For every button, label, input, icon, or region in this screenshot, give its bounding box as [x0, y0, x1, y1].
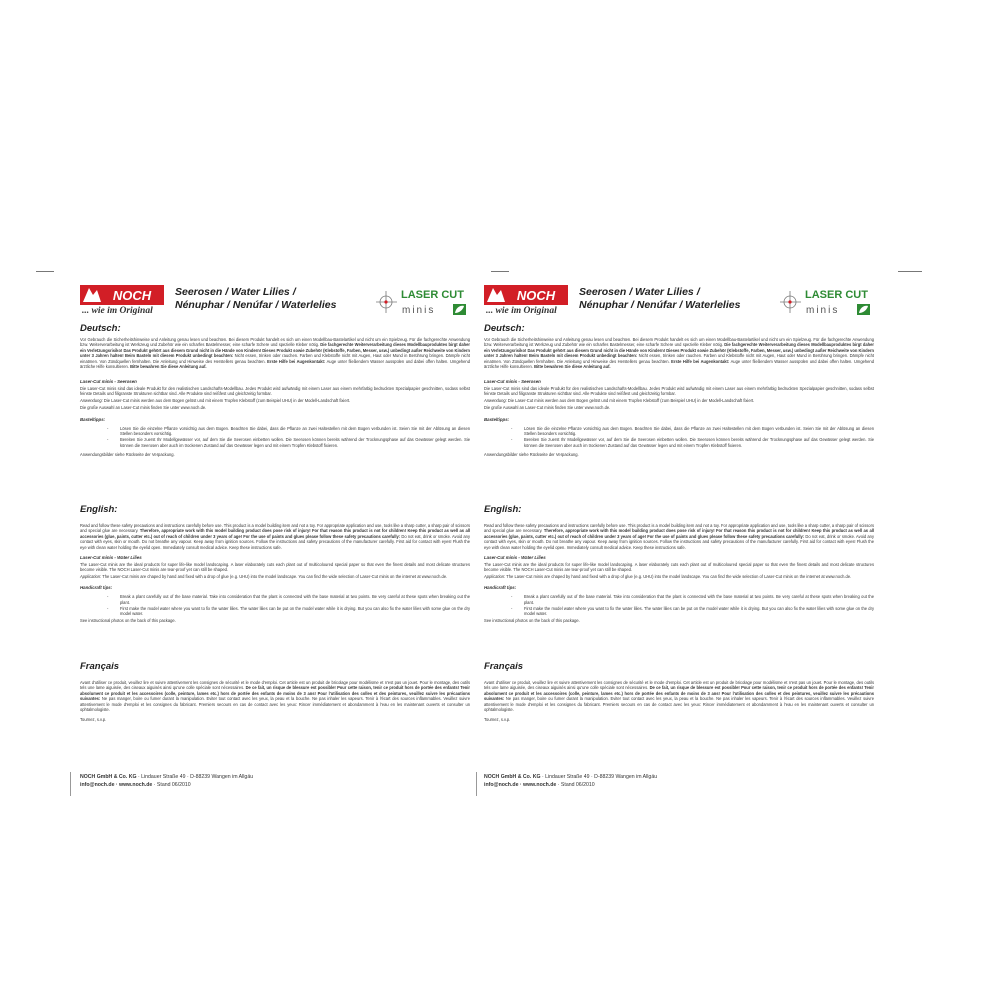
- company-contact: info@noch.de · www.noch.de · Stand 06/2010: [484, 782, 595, 788]
- safety-text-deutsch: Vor Gebrauch die Sicherheitshinweise und Anleitung genau lesen und beachten. Bei diesem Produkt handelt es sich um einen Modellbau-Bastelartikel und nicht um ein Spielzeug. Für die fachgerechte Anwendung bzw. Weiterverarbeitung ist Werkzeug und Zubehör wie ein scharfes Bastelmesser, eine scharfe Schere und spezielle Kleber nötig. Die fachgerechte Weiterverarbeitung dieses Modellbauproduktes birgt daher ein Verletzungsrisiko! Das Produkt gehört aus diesem Grund nicht in die Hände von Kindern! Dieses Produkt sowie Zubehör (Klebstoffe, Farben, Messer, usw.) unbedingt außer Reichweite von Kindern unter 3 Jahren halten! Beim Basteln mit diesem Produkt unbedingt beachten: Nicht essen, trinken oder rauchen. Farben und Klebstoffe nicht mit Augen, Haut oder Mund in Berührung bringen. Dämpfe nicht einatmen. Von Zündquellen fernhalten. Die Anleitung und Hinweise des Herstellers genau beachten. Erste Hilfe bei Augenkontakt: Auge unter fließendem Wasser ausspülen und dabei offen halten. Umgehend ärztliche Hilfe konsultieren. Bitte bewahren Sie diese Anleitung auf.: [80, 337, 471, 370]
- tip-1-deutsch: - Lösen Sie die einzelne Pflanze vorsichtig aus dem Bogen. Beachten Sie dabei, dass die Pflanze an zwei Haltestellen mit dem Bogen verbunden ist. Seien Sie mit der Ablösung an diesen Stellen besonders vorsichtig.: [107, 425, 470, 436]
- note-deutsch: Anwendungsbilder siehe Rückseite der Verpackung.: [80, 452, 175, 458]
- company-address: NOCH GmbH & Co. KG · Lindauer Straße 49 · D-88239 Wangen im Allgäu: [484, 774, 658, 780]
- tip-2-deutsch: - Bereiten Sie zuerst Ihr Modellgewässer vor, auf dem Sie die Seerosen einbetten wollen. Die Seerosen können bereits während der Trocknungsphase auf das Gewässer gelegt werden. Sie können die Seerosen aber auch im trockenen Zustand auf das Gewässer legen und mit einem Tropfen Klebstoff fixieren.: [511, 437, 874, 448]
- section-francais: [484, 661, 874, 723]
- crop-mark-right: [898, 271, 922, 272]
- minis-text: minis: [806, 305, 840, 316]
- subheading-tips-english: Handicraft tips:: [484, 585, 517, 591]
- note-francais: Tournez, s.v.p.: [484, 717, 511, 723]
- noch-logo: [80, 285, 164, 305]
- noch-logo-text: NOCH: [516, 288, 556, 303]
- instruction-sheet-left: [80, 283, 470, 803]
- tip-2-deutsch: - Bereiten Sie zuerst Ihr Modellgewässer vor, auf dem Sie die Seerosen einbetten wollen. Die Seerosen können bereits während der Trocknungsphase auf das Gewässer gelegt werden. Sie können die Seerosen aber auch im trockenen Zustand auf das Gewässer legen und mit einem Tropfen Klebstoff fixieren.: [107, 437, 470, 448]
- tip-2-english: - First make the model water where you want to fix the water lilies. The water lilies can be put on the model water while it is drying. But you can also fix the water lilies with some glue on the dry model water.: [511, 606, 874, 617]
- description-deutsch: Die Laser-Cut minis sind das ideale Produkt für den realistischen Landschafts-Modellbau. Jedes Produkt wird aufwändig mit einem Laser aus einem mehrfarbig bedruckten Spezialpapier geschnitten, sodass selbst feinste Details und filigranste Strukturen sichtbar sind. Alle Produkte sind reißfest und gleichzeitig formbar.: [484, 385, 874, 397]
- noch-logo-text: NOCH: [112, 288, 152, 303]
- subheading-tips-deutsch: Basteltipps:: [80, 416, 106, 422]
- section-deutsch: [80, 323, 470, 458]
- instruction-sheet-right: [484, 283, 874, 803]
- tagline: ... wie im Original: [82, 306, 153, 316]
- minis-text: minis: [402, 305, 436, 316]
- note-francais: Tournez, s.v.p.: [80, 717, 107, 723]
- cut-line-left: [70, 772, 71, 796]
- product-title: [579, 286, 740, 311]
- section-francais: [80, 661, 470, 723]
- description-deutsch: Die Laser-Cut minis sind das ideale Produkt für den realistischen Landschafts-Modellbau. Jedes Produkt wird aufwändig mit einem Laser aus einem mehrfarbig bedruckten Spezialpapier geschnitten, sodass selbst feinste Details und filigranste Strukturen sichtbar sind. Alle Produkte sind reißfest und gleichzeitig formbar.: [80, 385, 470, 397]
- company-address: NOCH GmbH & Co. KG · Lindauer Straße 49 · D-88239 Wangen im Allgäu: [80, 774, 254, 780]
- tip-1-english: - Break a plant carefully out of the base material. Take into consideration that the plant is connected with the base material at two points. Be very careful at these spots when breaking out the plant.: [107, 594, 470, 605]
- section-english: [80, 504, 470, 624]
- heading-francais: Français: [80, 661, 120, 672]
- product-title: [175, 286, 336, 311]
- heading-english: English:: [484, 504, 522, 515]
- note-english: See instructional photos on the back of this package.: [484, 618, 580, 624]
- application-deutsch: Anwendung: Die Laser-Cut minis werden aus dem Bogen gelöst und mit einem Tropfen Klebstoff (zum Beispiel UHU) in der Modell-Landschaft fixiert.: [80, 398, 351, 404]
- crop-mark-left: [36, 271, 54, 272]
- subheading-laser-cut-english: Laser-Cut minis - Water Lilies: [484, 555, 546, 561]
- subheading-laser-cut-deutsch: Laser-Cut minis - Seerosen: [80, 379, 137, 385]
- section-english: [484, 504, 874, 624]
- subheading-tips-deutsch: Basteltipps:: [484, 416, 510, 422]
- safety-text-english: Read and follow these safety precautions and instructions carefully before use. This product is a model building item and not a toy. For appropriate application and use, tools like a sharp cutter, a sharp pair of scissors and special glue are necessary. Therefore, appropriate work with this model building product does pose risk of injury! For that reason this product is not for children! Keep this product as well as all accessories (glue, paints, cutter etc.) out of reach of children under 3 years of age! For the use of paints and glues please follow these safety precautions carefully: Do not eat, drink or smoke. Avoid any contact with eyes, skin or mouth. Do not breathe any vapour. Keep away from ignition sources. Follow the instructions and safety precautions of the manufacturer carefully. First aid for contact with eyes! Flush the eye with clean water holding the eyelid open. Immediately consult medical advice. Keep these instructions safe.: [484, 523, 874, 550]
- note-deutsch: Anwendungsbilder siehe Rückseite der Verpackung.: [484, 452, 579, 458]
- subheading-laser-cut-english: Laser-Cut minis - Water Lilies: [80, 555, 142, 561]
- heading-deutsch: Deutsch:: [484, 323, 525, 334]
- product-title-line1: Seerosen / Water Lilies /: [579, 286, 700, 298]
- section-deutsch: [484, 323, 874, 458]
- subheading-tips-english: Handicraft tips:: [80, 585, 113, 591]
- subheading-laser-cut-deutsch: Laser-Cut minis - Seerosen: [484, 379, 541, 385]
- description-english: The Laser-Cut minis are the ideal products for super life-like model landscaping. A laser elaborately cuts each plant out of multicoloured special paper so that even the finest details and most delicate structures become visible. The NOCH Laser-Cut minis are tear-proof yet can still be shaped.: [80, 561, 470, 572]
- company-contact: info@noch.de · www.noch.de · Stand 06/2010: [80, 782, 191, 788]
- tagline: ... wie im Original: [486, 306, 557, 316]
- heading-deutsch: Deutsch:: [80, 323, 121, 334]
- safety-text-francais: Avant d'utiliser ce produit, veuillez lire et suivre attentivement les consignes de sécurité et le mode d'emploi. Cet article est un produit de bricolage pour modélisme et n'est pas un jouet. Pour le montage, des outils tels une lame aiguisée, des ciseaux aiguisés ainsi qu'une colle spéciale sont nécessaires. De ce fait, un risque de blessure est possible! Pour cette raison, tenir ce produit hors de portée des enfants! Tenir absolument ce produit et les accessoires (colle, peinture, lames etc.) hors de portée des enfants de moins de 3 ans! Pour l'utilisation des colles et des peintures, veuillez suivre les précautions suivantes: Ne pas manger, boire ou fumer durant la manipulation. Eviter tout contact avec les yeux, la peau et la bouche. Ne pas inhaler les vapeurs. Tenir à l'écart des sources inflammables. Veuillez suivre attentivement le mode d'emploi et les consignes du fabricant. Premiers secours en cas de contact avec les yeux: Rincer immédiatement et abondamment à l'eau en les maintenant ouverts et consulter un ophtalmologiste.: [80, 680, 470, 713]
- application-deutsch: Anwendung: Die Laser-Cut minis werden aus dem Bogen gelöst und mit einem Tropfen Klebstoff (zum Beispiel UHU) in der Modell-Landschaft fixiert.: [484, 398, 755, 404]
- laser-cut-text: LASER CUT: [805, 289, 868, 301]
- noch-logo: [484, 285, 568, 305]
- tip-2-english: - First make the model water where you want to fix the water lilies. The water lilies can be put on the model water while it is drying. But you can also fix the water lilies with some glue on the dry model water.: [107, 606, 470, 617]
- crop-mark-center: [491, 271, 509, 272]
- selection-deutsch: Die große Auswahl an Laser-Cut minis finden Sie unter www.noch.de.: [484, 405, 611, 411]
- footer: [80, 773, 470, 789]
- product-title-line2: Nénuphar / Nenúfar / Waterlelies: [579, 298, 741, 311]
- laser-cut-minis-logo: [780, 286, 874, 318]
- tip-1-english: - Break a plant carefully out of the base material. Take into consideration that the plant is connected with the base material at two points. Be very careful at these spots when breaking out the plant.: [511, 594, 874, 605]
- laser-cut-minis-logo: [376, 286, 470, 318]
- heading-francais: Français: [484, 661, 524, 672]
- crosshair-dot: [788, 300, 791, 303]
- description-english: The Laser-Cut minis are the ideal products for super life-like model landscaping. A laser elaborately cuts each plant out of multicoloured special paper so that even the finest details and most delicate structures become visible. The NOCH Laser-Cut minis are tear-proof yet can still be shaped.: [484, 561, 874, 572]
- footer: [484, 773, 874, 789]
- heading-english: English:: [80, 504, 118, 515]
- tip-1-deutsch: - Lösen Sie die einzelne Pflanze vorsichtig aus dem Bogen. Beachten Sie dabei, dass die Pflanze an zwei Haltestellen mit dem Bogen verbunden ist. Seien Sie mit der Ablösung an diesen Stellen besonders vorsichtig.: [511, 425, 874, 436]
- application-english: Application: The Laser-Cut minis are chaped by hand and fixed with a drop of glue (e.g. UHU) into the model landscape. You can find the wide selection of Laser-Cut minis on the internet at www.noch.de.: [80, 573, 448, 579]
- safety-text-francais: Avant d'utiliser ce produit, veuillez lire et suivre attentivement les consignes de sécurité et le mode d'emploi. Cet article est un produit de bricolage pour modélisme et n'est pas un jouet. Pour le montage, des outils tels une lame aiguisée, des ciseaux aiguisés ainsi qu'une colle spéciale sont nécessaires. De ce fait, un risque de blessure est possible! Pour cette raison, tenir ce produit hors de portée des enfants! Tenir absolument ce produit et les accessoires (colle, peinture, lames etc.) hors de portée des enfants de moins de 3 ans! Pour l'utilisation des colles et des peintures, veuillez suivre les précautions suivantes: Ne pas manger, boire ou fumer durant la manipulation. Eviter tout contact avec les yeux, la peau et la bouche. Ne pas inhaler les vapeurs. Tenir à l'écart des sources inflammables. Veuillez suivre attentivement le mode d'emploi et les consignes du fabricant. Premiers secours en cas de contact avec les yeux: Rincer immédiatement et abondamment à l'eau en les maintenant ouverts et consulter un ophtalmologiste.: [484, 680, 874, 713]
- safety-text-english: Read and follow these safety precautions and instructions carefully before use. This product is a model building item and not a toy. For appropriate application and use, tools like a sharp cutter, a sharp pair of scissors and special glue are necessary. Therefore, appropriate work with this model building product does pose risk of injury! For that reason this product is not for children! Keep this product as well as all accessories (glue, paints, cutter etc.) out of reach of children under 3 years of age! For the use of paints and glues please follow these safety precautions carefully: Do not eat, drink or smoke. Avoid any contact with eyes, skin or mouth. Do not breathe any vapour. Keep away from ignition sources. Follow the instructions and safety precautions of the manufacturer carefully. First aid for contact with eyes! Flush the eye with clean water holding the eyelid open. Immediately consult medical advice. Keep these instructions safe.: [80, 523, 470, 550]
- application-english: Application: The Laser-Cut minis are chaped by hand and fixed with a drop of glue (e.g. UHU) into the model landscape. You can find the wide selection of Laser-Cut minis on the internet at www.noch.de.: [484, 573, 852, 579]
- product-title-line2: Nénuphar / Nenúfar / Waterlelies: [175, 298, 337, 311]
- note-english: See instructional photos on the back of this package.: [80, 618, 176, 624]
- selection-deutsch: Die große Auswahl an Laser-Cut minis finden Sie unter www.noch.de.: [80, 405, 207, 411]
- product-title-line1: Seerosen / Water Lilies /: [175, 286, 296, 298]
- cut-line-center: [476, 772, 477, 796]
- laser-cut-text: LASER CUT: [401, 289, 464, 301]
- crosshair-dot: [384, 300, 387, 303]
- safety-text-deutsch: Vor Gebrauch die Sicherheitshinweise und Anleitung genau lesen und beachten. Bei diesem Produkt handelt es sich um einen Modellbau-Bastelartikel und nicht um ein Spielzeug. Für die fachgerechte Anwendung bzw. Weiterverarbeitung ist Werkzeug und Zubehör wie ein scharfes Bastelmesser, eine scharfe Schere und spezielle Kleber nötig. Die fachgerechte Weiterverarbeitung dieses Modellbauproduktes birgt daher ein Verletzungsrisiko! Das Produkt gehört aus diesem Grund nicht in die Hände von Kindern! Dieses Produkt sowie Zubehör (Klebstoffe, Farben, Messer, usw.) unbedingt außer Reichweite von Kindern unter 3 Jahren halten! Beim Basteln mit diesem Produkt unbedingt beachten: Nicht essen, trinken oder rauchen. Farben und Klebstoffe nicht mit Augen, Haut oder Mund in Berührung bringen. Dämpfe nicht einatmen. Von Zündquellen fernhalten. Die Anleitung und Hinweise des Herstellers genau beachten. Erste Hilfe bei Augenkontakt: Auge unter fließendem Wasser ausspülen und dabei offen halten. Umgehend ärztliche Hilfe konsultieren. Bitte bewahren Sie diese Anleitung auf.: [484, 337, 875, 370]
